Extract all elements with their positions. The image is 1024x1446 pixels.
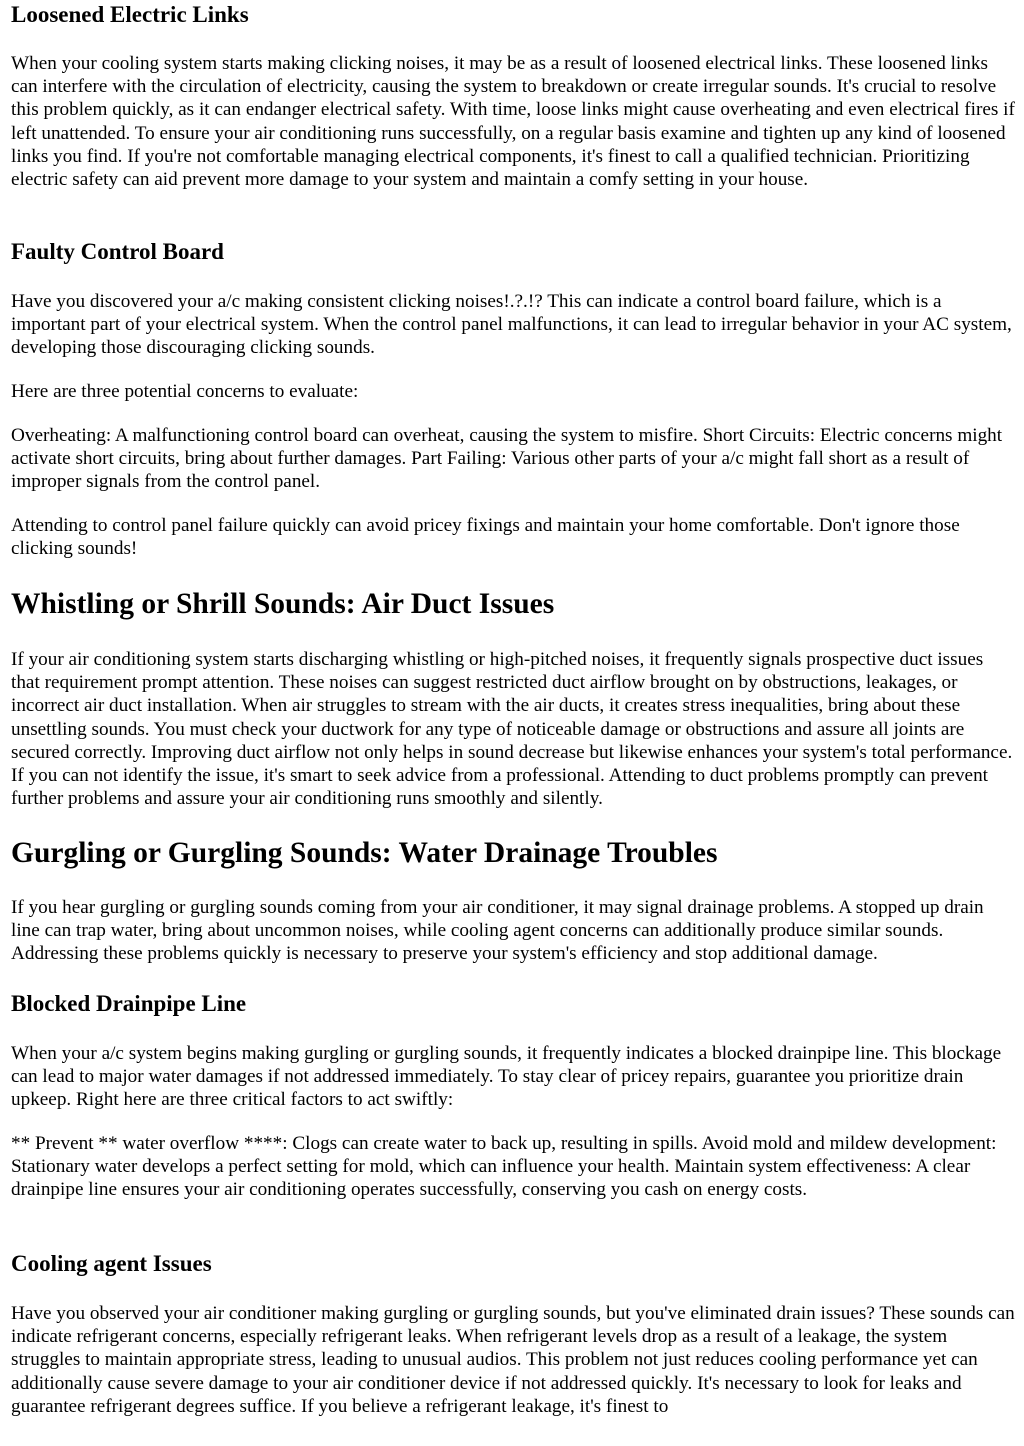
heading-gurgling-water-drainage: Gurgling or Gurgling Sounds: Water Drainage Troubles xyxy=(11,837,718,869)
paragraph-gurgling: If you hear gurgling or gurgling sounds coming from your air conditioner, it may signal drainage problems. A stopped up drain line can trap water, bring about uncommon noises, while cooling agent concerns can additionally produce similar sounds. Addressing these problems quickly is necessary to preserve your system's efficiency and stop additional damage. xyxy=(11,897,984,965)
paragraph-control-board-concerns-intro: Here are three potential concerns to evaluate: xyxy=(11,381,359,402)
paragraph-control-board-intro: Have you discovered your a/c making consistent clicking noises!.?.!? This can indicate a control board failure, which is a important part of your electrical system. When the control panel malfunctions, it can lead to irregular behavior in your AC system, developing those discouraging clicking sounds. xyxy=(11,291,1012,359)
paragraph-loosened-links: When your cooling system starts making clicking noises, it may be as a result of loosened electrical links. These loosened links can interfere with the circulation of electricity, causing the system to breakdown or create irregular sounds. It's crucial to resolve this problem quickly, as it can endanger electrical safety. With time, loose links might cause overheating and even electrical fires if left unattended. To ensure your air conditioning runs successfully, on a regular basis examine and tighten up any kind of loosened links you find. If you're not comfortable managing electrical components, it's finest to call a qualified technician. Prioritizing electric safety can aid prevent more damage to your system and maintain a comfy setting in your house. xyxy=(11,53,1015,191)
heading-loosened-electric-links: Loosened Electric Links xyxy=(11,2,249,27)
heading-whistling-air-duct: Whistling or Shrill Sounds: Air Duct Issues xyxy=(11,588,555,620)
paragraph-whistling: If your air conditioning system starts discharging whistling or high-pitched noises, it frequently signals prospective duct issues that requirement prompt attention. These noises can suggest restricted duct airflow brought on by obstructions, leakages, or incorrect air duct installation. When air struggles to stream with the air ducts, it creates stress inequalities, bring about these unsettling sounds. You must check your ductwork for any type of noticeable damage or obstructions and assure all joints are secured correctly. Improving duct airflow not only helps in sound decrease but likewise enhances your system's total performance. If you can not identify the issue, it's smart to seek advice from a professional. Attending to duct problems promptly can prevent further problems and assure your air conditioning runs smoothly and silently. xyxy=(11,649,1013,810)
heading-faulty-control-board: Faulty Control Board xyxy=(11,239,224,264)
paragraph-control-board-closing: Attending to control panel failure quickly can avoid pricey fixings and maintain your home comfortable. Don't ignore those clicking sounds! xyxy=(11,515,960,560)
paragraph-control-board-concerns: Overheating: A malfunctioning control board can overheat, causing the system to misfire. Short Circuits: Electric concerns might activate short circuits, bring about further damages. Part Failing: Various other parts of your a/c might fall short as a result of improper signals from the control panel. xyxy=(11,425,1003,493)
heading-cooling-agent-issues: Cooling agent Issues xyxy=(11,1251,212,1276)
paragraph-drainpipe-factors: ** Prevent ** water overflow ****: Clogs can create water to back up, resulting in spills. Avoid mold and mildew development: Stationary water develops a perfect setting for mold, which can influence your health. Maintain system effectiveness: A clear drainpipe line ensures your air conditioning operates successfully, conserving you cash on energy costs. xyxy=(11,1133,997,1201)
paragraph-drainpipe-intro: When your a/c system begins making gurgling or gurgling sounds, it frequently indicates a blocked drainpipe line. This blockage can lead to major water damages if not addressed immediately. To stay clear of pricey repairs, guarantee you prioritize drain upkeep. Right here are three critical factors to act swiftly: xyxy=(11,1043,1002,1111)
heading-blocked-drainpipe-line: Blocked Drainpipe Line xyxy=(11,991,247,1016)
paragraph-cooling-agent: Have you observed your air conditioner making gurgling or gurgling sounds, but you've eliminated drain issues? These sounds can indicate refrigerant concerns, especially refrigerant leaks. When refrigerant levels drop as a result of a leakage, the system struggles to maintain appropriate stress, leading to unusual audios. This problem not just reduces cooling performance yet can additionally cause severe damage to your air conditioner device if not addressed quickly. It's necessary to look for leaks and guarantee refrigerant degrees suffice. If you believe a refrigerant leakage, it's finest to xyxy=(11,1303,1015,1417)
